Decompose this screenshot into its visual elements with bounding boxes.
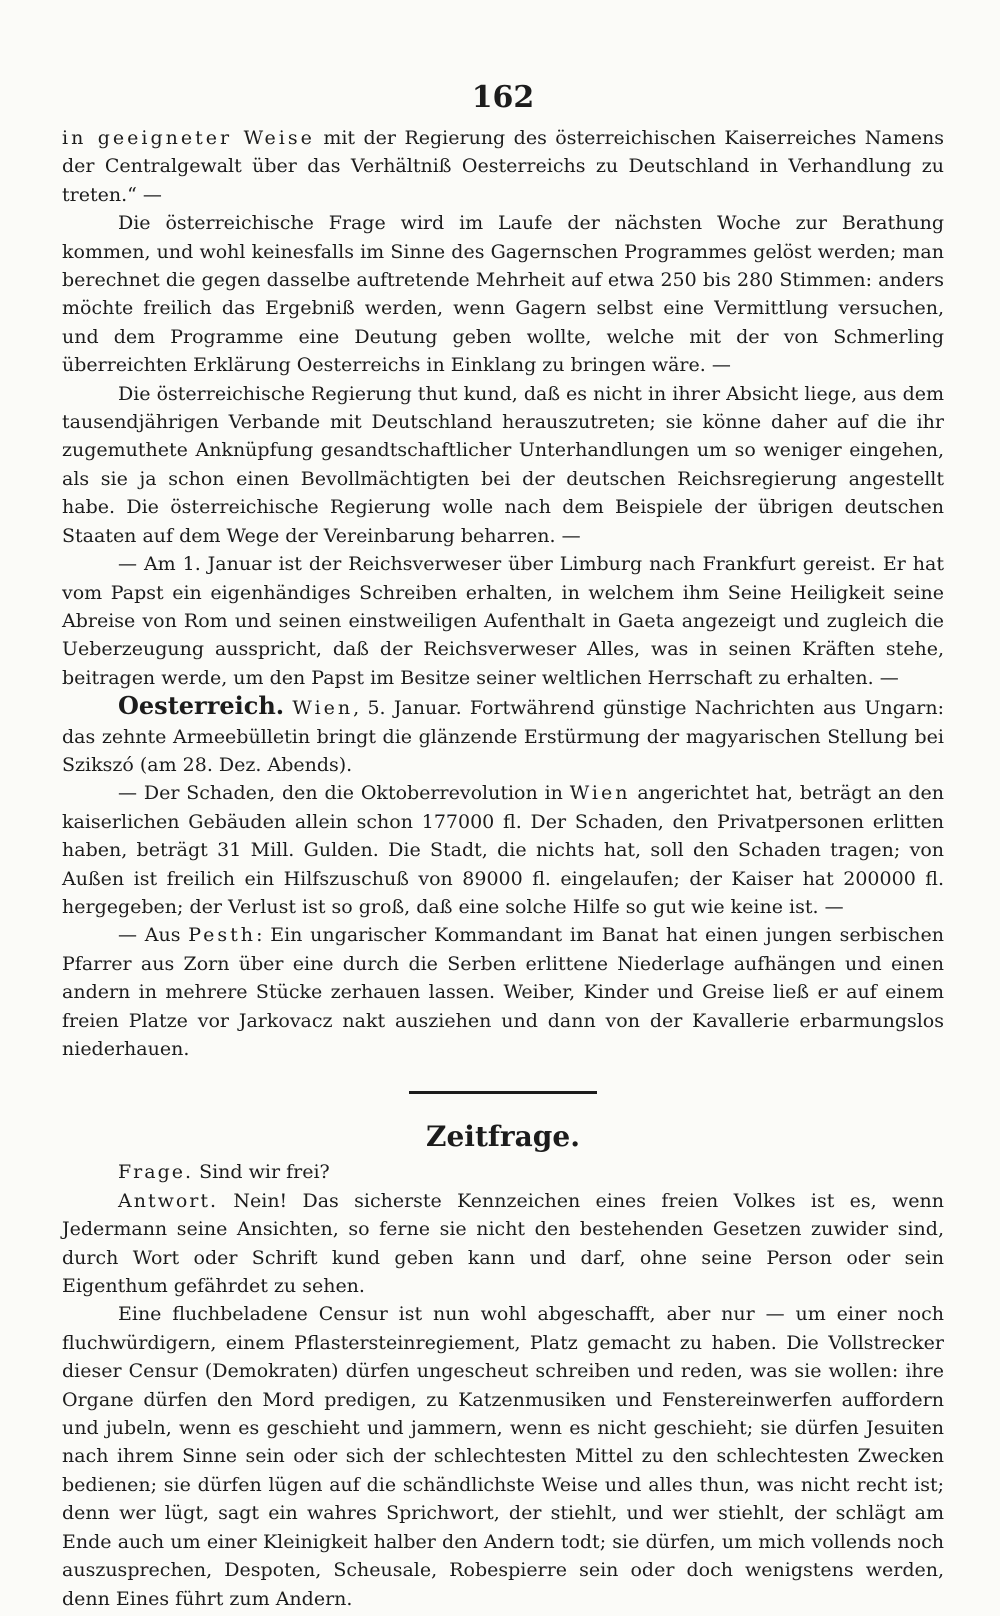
section-title: Zeitfrage. xyxy=(426,1120,580,1154)
paragraph-text: : Ein ungarischer Kommandant im Banat hat einen jungen serbischen Pfarrer aus Zorn über eine durch die Serben erlittene Niederlage aufhängen und einen andern in mehrere Stücke zerhauen lassen. Weiber, Kinder und Greise ließ er auf einem freien Platze vor Jarkovacz nakt ausziehen und dann von der Kavallerie erbarmungslos niederhauen. xyxy=(62,924,944,1060)
paragraph-continuation xyxy=(62,124,944,209)
place-name: Pesth xyxy=(188,924,257,947)
paragraph-lead: — Aus xyxy=(118,924,189,947)
answer-paragraph xyxy=(62,1187,944,1301)
paragraph-lead: — Der Schaden, den die Oktoberrevolution in xyxy=(118,782,570,805)
paragraph-text: Fortwährend günstige Nachrichten aus Ungarn: das zehnte Armeebülletin bringt die glänzende Erstürmung der magyarischen Stellung bei Szikszó (am 28. Dez. Abends). xyxy=(62,697,944,776)
country-heading: Oesterreich. xyxy=(118,691,285,721)
answer-label: Antwort. xyxy=(118,1189,219,1212)
paragraph-austrian-question: Die österreichische Frage wird im Laufe der nächsten Woche zur Berathung kommen, und wohl keinesfalls im Sinne des Gagernschen Programmes gelöst werden; man berechnet die gegen dasselbe auftretende Mehrheit auf etwa 250 bis 280 Stimmen: anders möchte freilich das Ergebniß werden, wenn Gagern selbst eine Vermittlung versuchen, und dem Programme eine Deutung geben wollte, welche mit der von Schmerling überreichten Erklärung Oesterreichs in Einklang zu bringen wäre. — xyxy=(62,212,944,377)
article-body xyxy=(62,124,944,1063)
section-divider xyxy=(409,1091,597,1094)
question-line xyxy=(62,1158,944,1186)
paragraph-text: angerichtet hat, beträgt an den kaiserlichen Gebäuden allein schon 177000 fl. Der Schaden, den Privatpersonen erlitten haben, beträgt 31 Mill. Gulden. Die Stadt, die nichts hat, soll den Schaden tragen; von Außen ist freilich ein Hilfszuschuß von 89000 fl. eingelaufen; der Kaiser hat 200000 fl. hergegeben; der Verlust ist so groß, daß eine solche Hilfe so gut wie keine ist. — xyxy=(62,782,944,918)
question-label: Frage. xyxy=(118,1161,194,1184)
paragraph-text: mit der Regierung des österreichischen Kaiserreiches Namens der Centralgewalt über das Verhältniß Oesterreichs zu Deutschland in Verhandlung zu treten.“ — xyxy=(62,127,944,206)
dateline: , 5. Januar. xyxy=(353,697,462,720)
paragraph-austrian-government: Die österreichische Regierung thut kund, daß es nicht in ihrer Absicht liege, aus dem tausendjährigen Verbande mit Deutschland herauszutreten; sie könne daher auf die ihr zugemuthete Anknüpfung gesandtschaftlicher Unterhandlungen um so weniger eingehen, als sie ja schon einen Bevollmächtigten bei der deutschen Reichsregierung angestellt habe. Die österreichische Regierung wolle nach dem Beispiele der übrigen deutschen Staaten auf dem Wege der Vereinbarung beharren. — xyxy=(62,382,944,547)
paragraph-vienna-damage xyxy=(62,779,944,921)
page-number: 162 xyxy=(471,80,535,115)
closing-paragraph: Eine fluchbeladene Censur ist nun wohl abgeschafft, aber nur — um einer noch fluchwürdigern, einem Pflastersteinregiement, Platz gemacht zu haben. Die Vollstrecker dieser Censur (Demokraten) dürfen ungescheut schreiben und reden, was sie wollen: ihre Organe dürfen den Mord predigen, zu Katzenmusiken und Fenstereinwerfen auffordern und jubeln, wenn es geschieht und jammern, wenn es nicht geschieht; sie dürfen Jesuiten nach ihrem Sinne sein oder sich der schlechtesten Mittel zu den schlechtesten Zwecken bedienen; sie dürfen lügen auf die schändlichste Weise und alles thun, was nicht recht ist; denn wer lügt, sagt ein wahres Sprichwort, der stiehlt, und wer stiehlt, der schlägt am Ende auch um einer Kleinigkeit halber den Andern todt; sie dürfen, um mich vollends noch auszusprechen, Despoten, Scheusale, Robespierre sein oder doch wenigstens werden, denn Eines führt zum Andern. xyxy=(62,1303,944,1610)
place-name: Wien xyxy=(569,782,631,805)
zeitfrage-section xyxy=(62,1158,944,1613)
place-name: Wien xyxy=(292,697,354,720)
question-text: Sind wir frei? xyxy=(193,1161,330,1184)
paragraph-reichsverweser: — Am 1. Januar ist der Reichsverweser über Limburg nach Frankfurt gereist. Er hat vom Papst ein eigenhändiges Schreiben erhalten, in welchem ihm Seine Heiligkeit seine Abreise von Rom und seinen einstweiligen Aufenthalt in Gaeta angezeigt und zugleich die Ueberzeugung ausspricht, daß der Reichsverweser Alles, was in seinen Kräften stehe, beitragen werde, um den Papst im Besitze seiner weltlichen Herrschaft zu erhalten. — xyxy=(62,553,944,689)
paragraph-pesth xyxy=(62,921,944,1063)
spaced-emphasis: in geeigneter Weise xyxy=(62,127,315,149)
answer-text: Nein! Das sicherste Kennzeichen eines freien Volkes ist es, wenn Jedermann seine Ansichten, so ferne sie nicht den bestehenden Gesetzen zuwider sind, durch Wort oder Schrift kund geben kann und darf, ohne seine Person oder sein Eigenthum gefährdet zu sehen. xyxy=(62,1189,944,1298)
paragraph-austria-news xyxy=(62,692,944,779)
